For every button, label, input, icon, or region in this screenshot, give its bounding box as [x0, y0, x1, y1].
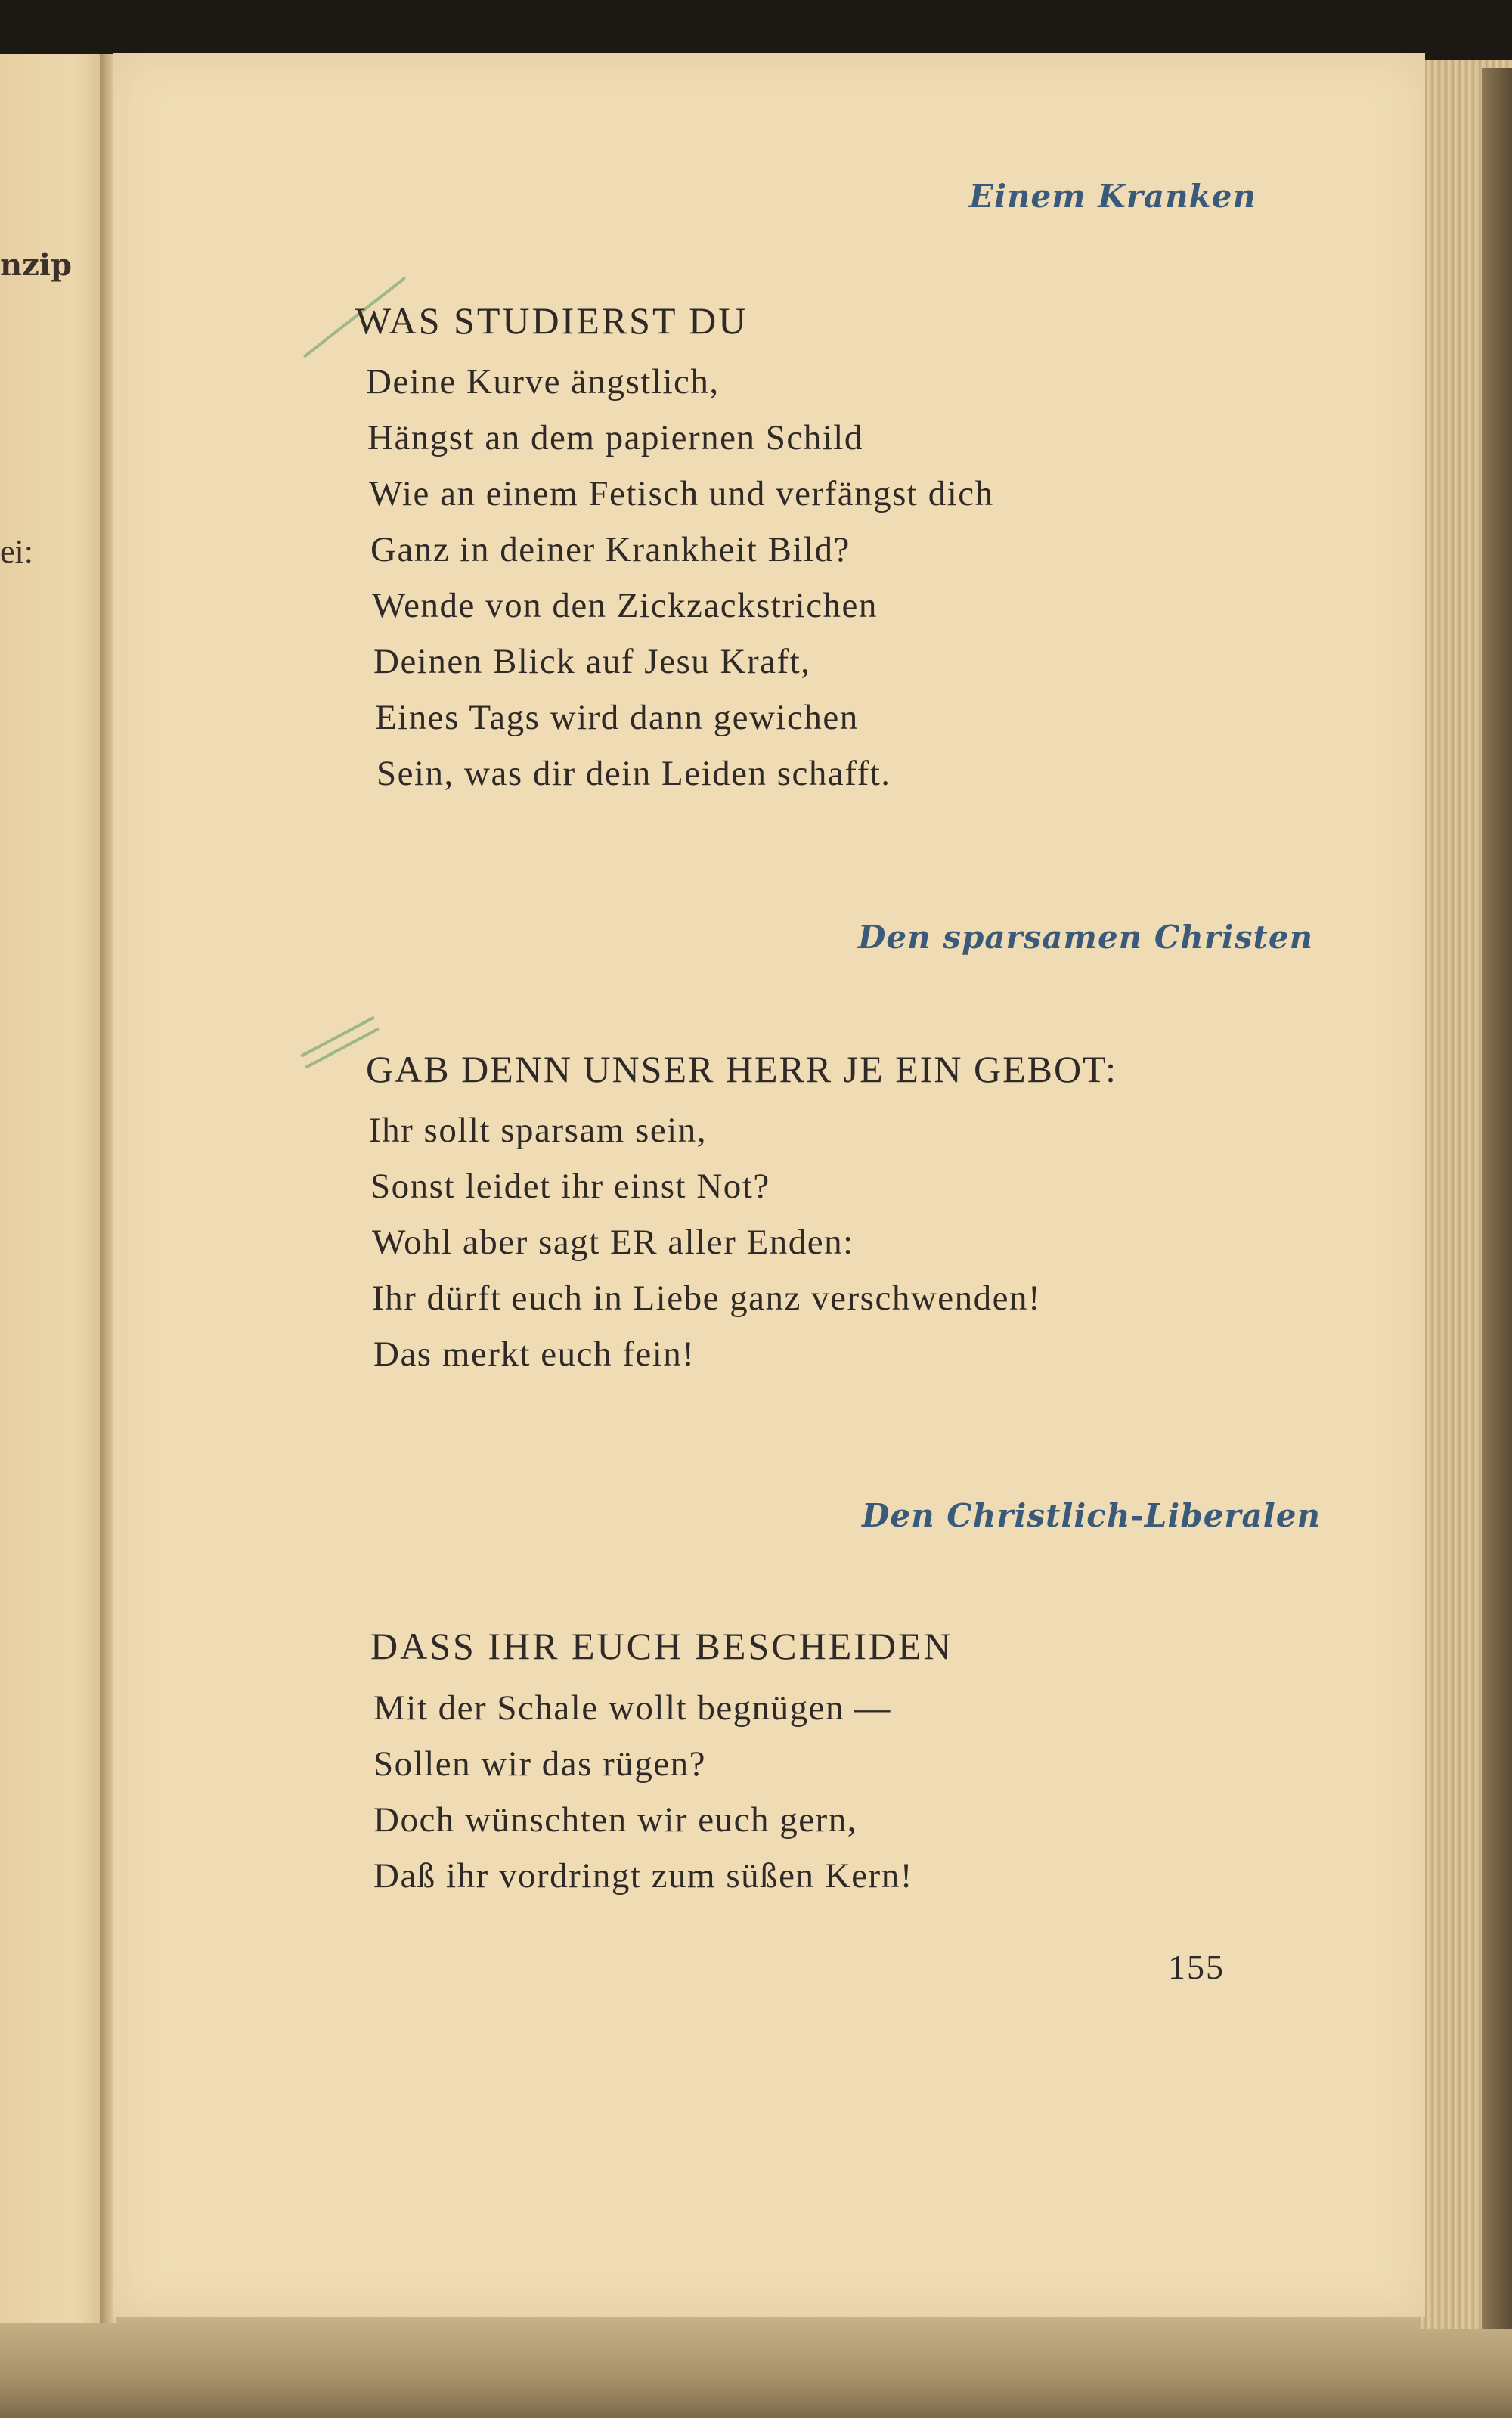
poem-line: Ihr dürft euch in Liebe ganz verschwenden! [372, 1279, 1042, 1318]
poem-line: Hängst an dem papiernen Schild [367, 418, 863, 457]
book-bottom-edge [0, 2314, 1512, 2418]
poem-line: Deine Kurve ängstlich, [366, 362, 720, 401]
poem-line: Ihr sollt sparsam sein, [369, 1111, 707, 1150]
left-page-fragment: ei: [0, 533, 33, 570]
book-cover-edge [1482, 68, 1512, 2329]
poem-line: Sonst leidet ihr einst Not? [370, 1167, 770, 1206]
poem-line: Deinen Blick auf Jesu Kraft, [373, 642, 811, 681]
poem-line: Wie an einem Fetisch und verfängst dich [369, 474, 994, 513]
left-page-fragment: nzip [0, 247, 72, 283]
page-number: 155 [1168, 1948, 1225, 1986]
poem-line: Wende von den Zickzackstrichen [372, 586, 878, 625]
poem-line: Daß ihr vordringt zum süßen Kern! [373, 1856, 913, 1896]
section-heading: Den sparsamen Christen [858, 919, 1314, 956]
background-top [0, 0, 1512, 60]
poem-first-line: WAS STUDIERST DU [355, 299, 748, 342]
poem-line: Sollen wir das rügen? [373, 1744, 707, 1784]
section-heading: Den Christlich-Liberalen [862, 1497, 1321, 1534]
poem-line: Eines Tags wird dann gewichen [375, 698, 859, 737]
left-page [0, 54, 107, 2323]
poem-line: Sein, was dir dein Leiden schafft. [376, 754, 891, 793]
poem-line: Doch wünschten wir euch gern, [373, 1800, 857, 1840]
poem-first-line: DASS IHR EUCH BESCHEIDEN [370, 1625, 953, 1667]
poem-line: Ganz in deiner Krankheit Bild? [370, 530, 850, 569]
poem-line: Mit der Schale wollt begnügen — [373, 1688, 891, 1728]
poem-line: Wohl aber sagt ER aller Enden: [372, 1223, 854, 1262]
poem-line: Das merkt euch fein! [373, 1335, 696, 1374]
section-heading: Einem Kranken [969, 178, 1257, 215]
poem-first-line: GAB DENN UNSER HERR JE EIN GEBOT: [366, 1048, 1118, 1090]
